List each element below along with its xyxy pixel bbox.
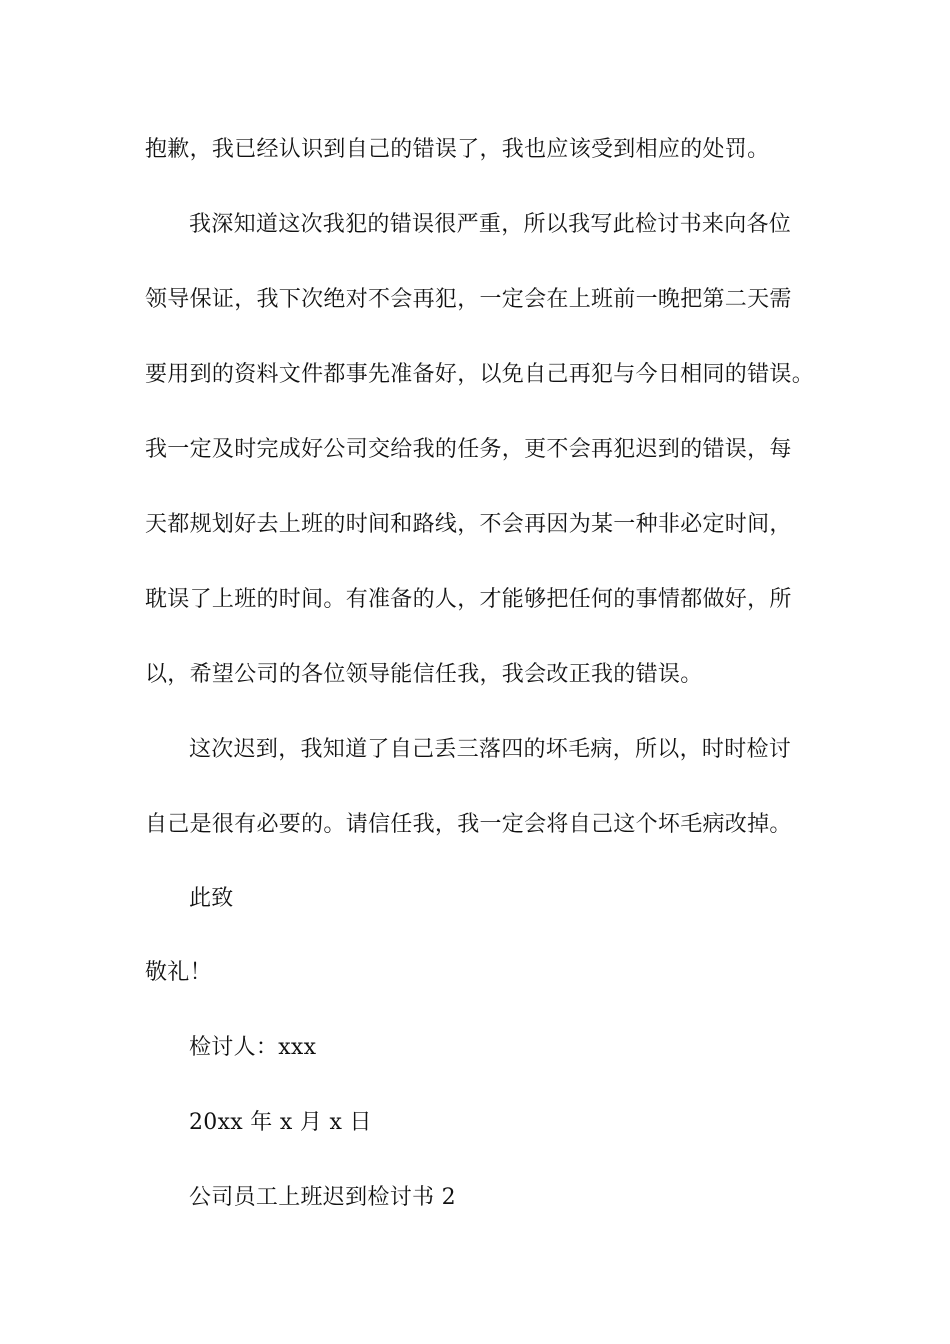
body-line-9: 这次迟到，我知道了自己丢三落四的坏毛病，所以，时时检讨 (189, 737, 792, 762)
signature-date: 20xx 年 x 月 x 日 (189, 1110, 372, 1135)
body-line-6: 天都规划好去上班的时间和路线，不会再因为某一种非必定时间， (145, 512, 792, 537)
body-line-8: 以，希望公司的各位领导能信任我，我会改正我的错误。 (145, 662, 703, 687)
body-line-2: 我深知道这次我犯的错误很严重，所以我写此检讨书来向各位 (189, 212, 792, 237)
closing-regards: 敬礼！ (145, 960, 212, 985)
closing-salutation: 此致 (189, 886, 234, 911)
next-section-title: 公司员工上班迟到检讨书 2 (189, 1185, 456, 1210)
signature-author: 检讨人：xxx (189, 1035, 317, 1060)
body-line-4: 要用到的资料文件都事先准备好，以免自己再犯与今日相同的错误。 (145, 362, 815, 387)
body-line-1: 抱歉，我已经认识到自己的错误了，我也应该受到相应的处罚。 (145, 137, 770, 162)
body-line-10: 自己是很有必要的。请信任我，我一定会将自己这个坏毛病改掉。 (145, 812, 792, 837)
body-line-3: 领导保证，我下次绝对不会再犯，一定会在上班前一晚把第二天需 (145, 287, 792, 312)
body-line-5: 我一定及时完成好公司交给我的任务，更不会再犯迟到的错误，每 (145, 437, 792, 462)
body-line-7: 耽误了上班的时间。有准备的人，才能够把任何的事情都做好，所 (145, 587, 792, 612)
